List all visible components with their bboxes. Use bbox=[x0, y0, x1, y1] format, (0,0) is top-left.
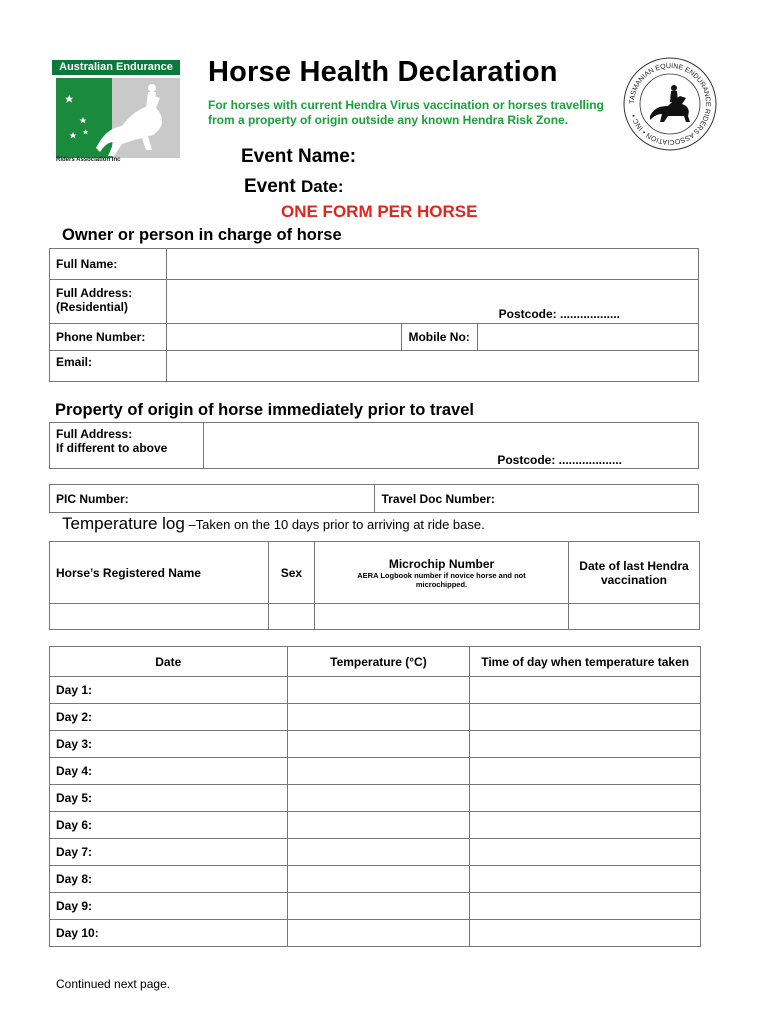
one-form-notice: ONE FORM PER HORSE bbox=[281, 202, 478, 221]
phone-field[interactable] bbox=[166, 324, 402, 351]
owner-heading: Owner or person in charge of horse bbox=[62, 226, 342, 244]
day-label: Day 3: bbox=[50, 731, 288, 758]
full-address-line1: Full Address: bbox=[56, 286, 133, 300]
day-label: Day 10: bbox=[50, 920, 288, 947]
day-label: Day 4: bbox=[50, 758, 288, 785]
svg-text:TASMANIAN EQUINE ENDURANCE RID: TASMANIAN EQUINE ENDURANCE RIDERS ASSOCIATION • INC • bbox=[628, 62, 712, 146]
microchip-title: Microchip Number bbox=[388, 556, 495, 571]
day-label: Day 5: bbox=[50, 785, 288, 812]
temperature-cell[interactable] bbox=[287, 731, 470, 758]
page-subtitle: For horses with current Hendra Virus vaccination or horses travelling from a property of origin outside any known Hendra Risk Zone. bbox=[208, 98, 604, 127]
horse-table bbox=[49, 541, 700, 630]
travel-doc-field[interactable]: Travel Doc Number: bbox=[375, 485, 699, 513]
logo-subtext: Riders Association Inc bbox=[56, 157, 121, 163]
time-cell[interactable] bbox=[470, 812, 701, 839]
day-label: Day 2: bbox=[50, 704, 288, 731]
temperature-cell[interactable] bbox=[287, 704, 470, 731]
pic-number-field[interactable]: PIC Number: bbox=[50, 485, 375, 513]
date-header: Date bbox=[50, 647, 288, 677]
temperature-cell[interactable] bbox=[287, 677, 470, 704]
temperature-log-table bbox=[49, 646, 701, 947]
horse-rider-icon bbox=[56, 78, 180, 158]
property-address-label bbox=[50, 423, 204, 469]
property-address-line1: Full Address: bbox=[56, 427, 133, 441]
teera-seal-icon bbox=[622, 56, 718, 152]
full-address-line2: (Residential) bbox=[56, 300, 129, 314]
hendra-field[interactable] bbox=[568, 604, 699, 630]
time-cell[interactable] bbox=[470, 839, 701, 866]
email-field[interactable] bbox=[166, 351, 698, 382]
temperature-heading-note: –Taken on the 10 days prior to arriving at ride base. bbox=[184, 517, 485, 532]
mobile-label: Mobile No: bbox=[402, 324, 478, 351]
property-address-line2: If different to above bbox=[56, 441, 168, 455]
event-date-label bbox=[244, 176, 344, 198]
microchip-field[interactable] bbox=[315, 604, 569, 630]
full-address-label bbox=[50, 280, 167, 324]
horse-name-field[interactable] bbox=[50, 604, 269, 630]
time-cell[interactable] bbox=[470, 704, 701, 731]
microchip-note: AERA Logbook number if novice horse and not microchipped. bbox=[357, 570, 526, 589]
sex-field[interactable] bbox=[268, 604, 314, 630]
property-table bbox=[49, 422, 699, 469]
day-label: Day 9: bbox=[50, 893, 288, 920]
logo-banner: Australian Endurance bbox=[52, 60, 180, 75]
time-cell[interactable] bbox=[470, 785, 701, 812]
temperature-cell[interactable] bbox=[287, 812, 470, 839]
aera-logo bbox=[52, 60, 180, 170]
time-cell[interactable] bbox=[470, 893, 701, 920]
property-heading: Property of origin of horse immediately prior to travel bbox=[55, 401, 474, 419]
time-cell[interactable] bbox=[470, 677, 701, 704]
time-cell[interactable] bbox=[470, 920, 701, 947]
time-cell[interactable] bbox=[470, 866, 701, 893]
date-word: Date: bbox=[301, 177, 344, 196]
temperature-cell[interactable] bbox=[287, 866, 470, 893]
day-label: Day 1: bbox=[50, 677, 288, 704]
temperature-cell[interactable] bbox=[287, 920, 470, 947]
day-label: Day 7: bbox=[50, 839, 288, 866]
temperature-cell[interactable] bbox=[287, 758, 470, 785]
event-word: Event bbox=[244, 176, 296, 197]
sex-header: Sex bbox=[268, 542, 314, 604]
continued-note: Continued next page. bbox=[56, 977, 171, 991]
time-header: Time of day when temperature taken bbox=[470, 647, 701, 677]
event-name-label: Event Name: bbox=[241, 146, 357, 167]
pic-table bbox=[49, 484, 699, 513]
property-address-field[interactable] bbox=[203, 423, 698, 469]
hendra-header: Date of last Hendra vaccination bbox=[568, 542, 699, 604]
postcode-label: Postcode: .................. bbox=[498, 307, 620, 321]
email-label: Email: bbox=[50, 351, 167, 382]
temperature-header: Temperature (°C) bbox=[287, 647, 470, 677]
microchip-header bbox=[315, 542, 569, 604]
full-name-field[interactable] bbox=[166, 249, 698, 280]
phone-label: Phone Number: bbox=[50, 324, 167, 351]
time-cell[interactable] bbox=[470, 731, 701, 758]
day-label: Day 6: bbox=[50, 812, 288, 839]
temperature-heading-main: Temperature log bbox=[62, 514, 185, 533]
page-title: Horse Health Declaration bbox=[208, 56, 558, 88]
temperature-cell[interactable] bbox=[287, 785, 470, 812]
full-name-label: Full Name: bbox=[50, 249, 167, 280]
property-postcode-label: Postcode: ................... bbox=[497, 453, 622, 467]
temperature-heading bbox=[62, 514, 485, 534]
full-address-field[interactable] bbox=[166, 280, 698, 324]
horse-name-header: Horse’s Registered Name bbox=[50, 542, 269, 604]
logo-field bbox=[56, 78, 180, 158]
temperature-cell[interactable] bbox=[287, 893, 470, 920]
mobile-field[interactable] bbox=[478, 324, 699, 351]
time-cell[interactable] bbox=[470, 758, 701, 785]
day-label: Day 8: bbox=[50, 866, 288, 893]
temperature-cell[interactable] bbox=[287, 839, 470, 866]
owner-table bbox=[49, 248, 699, 382]
